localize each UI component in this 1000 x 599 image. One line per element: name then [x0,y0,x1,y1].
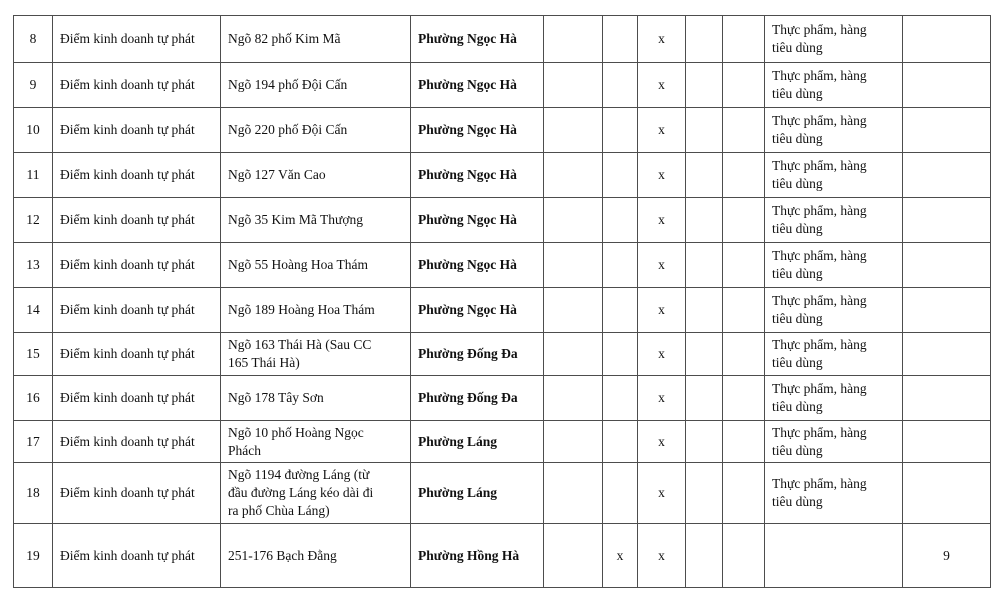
cell-check-1 [544,63,603,108]
cell-check-1 [544,16,603,63]
cell-check-1 [544,333,603,376]
cell-check-5 [723,376,765,421]
table-row [14,333,991,376]
cell-goods: Thực phẩm, hàng tiêu dùng [765,288,903,333]
cell-index: 12 [14,198,53,243]
cell-index: 11 [14,153,53,198]
cell-goods: Thực phẩm, hàng tiêu dùng [765,463,903,524]
cell-check-4 [686,333,723,376]
cell-check-4 [686,376,723,421]
cell-check-5 [723,524,765,588]
cell-check-3: x [638,198,686,243]
cell-check-5 [723,63,765,108]
cell-check-4 [686,153,723,198]
cell-ward: Phường Đống Đa [411,333,544,376]
cell-check-4 [686,288,723,333]
table-row [14,16,991,63]
table-row [14,524,991,588]
cell-business-type: Điểm kinh doanh tự phát [53,108,221,153]
cell-check-3: x [638,288,686,333]
cell-ward: Phường Ngọc Hà [411,243,544,288]
cell-business-type: Điểm kinh doanh tự phát [53,63,221,108]
cell-check-2 [603,153,638,198]
cell-check-2 [603,198,638,243]
cell-goods: Thực phẩm, hàng tiêu dùng [765,243,903,288]
cell-business-type: Điểm kinh doanh tự phát [53,333,221,376]
cell-address: Ngõ 189 Hoàng Hoa Thám [221,288,411,333]
cell-check-2 [603,288,638,333]
table-row [14,198,991,243]
cell-check-2 [603,376,638,421]
cell-check-3: x [638,463,686,524]
cell-note [903,333,991,376]
table-row [14,153,991,198]
cell-check-2 [603,333,638,376]
cell-note [903,463,991,524]
cell-ward: Phường Đống Đa [411,376,544,421]
cell-check-3: x [638,63,686,108]
cell-index: 17 [14,421,53,463]
cell-check-4 [686,421,723,463]
cell-business-type: Điểm kinh doanh tự phát [53,421,221,463]
cell-index: 18 [14,463,53,524]
cell-check-3: x [638,16,686,63]
cell-business-type: Điểm kinh doanh tự phát [53,376,221,421]
cell-goods: Thực phẩm, hàng tiêu dùng [765,153,903,198]
cell-check-5 [723,463,765,524]
cell-goods: Thực phẩm, hàng tiêu dùng [765,16,903,63]
cell-index: 8 [14,16,53,63]
cell-note [903,243,991,288]
cell-note [903,421,991,463]
cell-note [903,16,991,63]
cell-note [903,198,991,243]
cell-address: Ngõ 220 phố Đội Cấn [221,108,411,153]
cell-address: Ngõ 55 Hoàng Hoa Thám [221,243,411,288]
cell-note [903,63,991,108]
cell-business-type: Điểm kinh doanh tự phát [53,524,221,588]
cell-check-2 [603,63,638,108]
cell-check-5 [723,288,765,333]
cell-address: Ngõ 82 phố Kim Mã [221,16,411,63]
cell-address: Ngõ 178 Tây Sơn [221,376,411,421]
cell-address: 251-176 Bạch Đằng [221,524,411,588]
cell-goods: Thực phẩm, hàng tiêu dùng [765,421,903,463]
cell-check-5 [723,333,765,376]
cell-address: Ngõ 194 phố Đội Cấn [221,63,411,108]
cell-note [903,108,991,153]
cell-index: 13 [14,243,53,288]
cell-goods: Thực phẩm, hàng tiêu dùng [765,376,903,421]
cell-goods: Thực phẩm, hàng tiêu dùng [765,198,903,243]
cell-check-2 [603,463,638,524]
cell-note [903,288,991,333]
cell-check-5 [723,421,765,463]
cell-ward: Phường Láng [411,463,544,524]
table-row [14,421,991,463]
cell-goods: Thực phẩm, hàng tiêu dùng [765,63,903,108]
cell-goods: Thực phẩm, hàng tiêu dùng [765,333,903,376]
cell-goods: Thực phẩm, hàng tiêu dùng [765,108,903,153]
cell-business-type: Điểm kinh doanh tự phát [53,243,221,288]
cell-check-4 [686,463,723,524]
cell-check-4 [686,524,723,588]
cell-address: Ngõ 127 Văn Cao [221,153,411,198]
cell-business-type: Điểm kinh doanh tự phát [53,288,221,333]
cell-address: Ngõ 163 Thái Hà (Sau CC 165 Thái Hà) [221,333,411,376]
cell-index: 16 [14,376,53,421]
cell-ward: Phường Láng [411,421,544,463]
cell-ward: Phường Ngọc Hà [411,63,544,108]
cell-ward: Phường Ngọc Hà [411,198,544,243]
table-row [14,288,991,333]
table-body [14,16,991,588]
table-row [14,243,991,288]
cell-index: 14 [14,288,53,333]
cell-check-1 [544,376,603,421]
cell-goods [765,524,903,588]
cell-check-1 [544,108,603,153]
cell-note: 9 [903,524,991,588]
cell-check-2: x [603,524,638,588]
table-row [14,63,991,108]
cell-check-5 [723,243,765,288]
cell-check-5 [723,198,765,243]
cell-check-1 [544,421,603,463]
cell-address: Ngõ 10 phố Hoàng Ngọc Phách [221,421,411,463]
cell-check-4 [686,108,723,153]
table-row [14,376,991,421]
cell-check-1 [544,524,603,588]
cell-business-type: Điểm kinh doanh tự phát [53,153,221,198]
cell-ward: Phường Ngọc Hà [411,16,544,63]
cell-check-3: x [638,421,686,463]
cell-check-2 [603,421,638,463]
cell-check-4 [686,63,723,108]
cell-check-3: x [638,153,686,198]
table-row [14,463,991,524]
cell-check-4 [686,198,723,243]
cell-check-3: x [638,524,686,588]
cell-check-1 [544,463,603,524]
cell-note [903,153,991,198]
cell-index: 15 [14,333,53,376]
table-row [14,108,991,153]
cell-check-1 [544,243,603,288]
cell-business-type: Điểm kinh doanh tự phát [53,463,221,524]
cell-check-5 [723,108,765,153]
cell-check-3: x [638,108,686,153]
cell-ward: Phường Ngọc Hà [411,108,544,153]
cell-check-3: x [638,243,686,288]
cell-check-4 [686,16,723,63]
cell-address: Ngõ 1194 đường Láng (từ đầu đường Láng kéo dài đi ra phố Chùa Láng) [221,463,411,524]
cell-ward: Phường Hồng Hà [411,524,544,588]
cell-check-2 [603,243,638,288]
cell-check-1 [544,198,603,243]
cell-business-type: Điểm kinh doanh tự phát [53,16,221,63]
cell-business-type: Điểm kinh doanh tự phát [53,198,221,243]
cell-check-3: x [638,333,686,376]
cell-index: 9 [14,63,53,108]
cell-check-1 [544,153,603,198]
cell-check-5 [723,16,765,63]
cell-ward: Phường Ngọc Hà [411,288,544,333]
cell-check-4 [686,243,723,288]
cell-index: 10 [14,108,53,153]
cell-check-2 [603,16,638,63]
cell-address: Ngõ 35 Kim Mã Thượng [221,198,411,243]
business-points-table [13,15,991,588]
cell-check-3: x [638,376,686,421]
cell-index: 19 [14,524,53,588]
cell-check-1 [544,288,603,333]
cell-check-5 [723,153,765,198]
cell-check-2 [603,108,638,153]
cell-note [903,376,991,421]
cell-ward: Phường Ngọc Hà [411,153,544,198]
